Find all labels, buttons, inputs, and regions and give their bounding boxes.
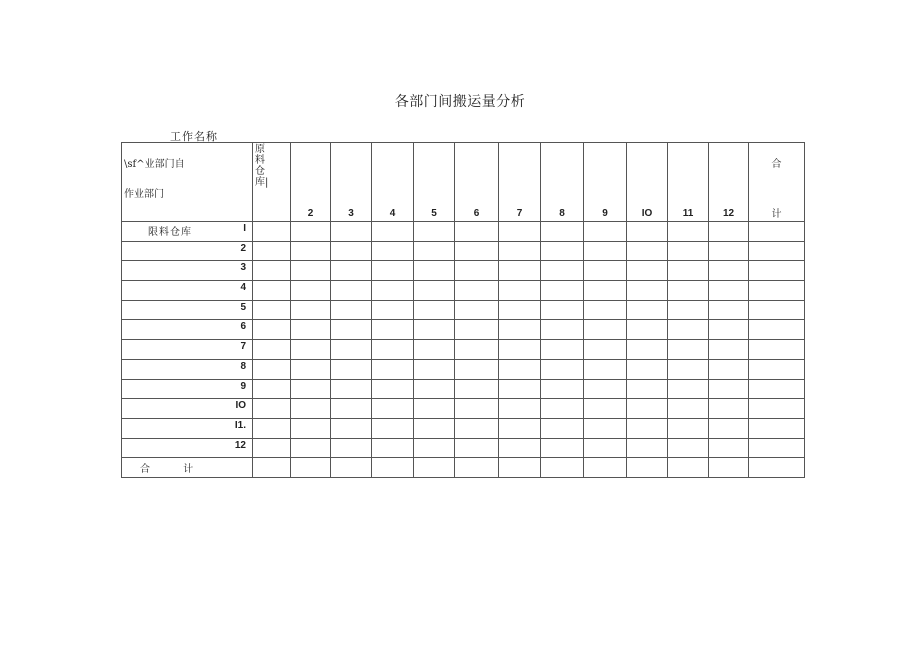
table-cell [584,379,627,399]
column-header-9: 9 [584,143,627,222]
table-cell [584,438,627,458]
table-cell [414,241,455,261]
table-cell [541,458,584,478]
table-cell [627,438,668,458]
table-cell [584,261,627,281]
table-cell [499,418,541,438]
table-cell [627,320,668,340]
table-cell [584,300,627,320]
table-cell [499,320,541,340]
table-cell [499,438,541,458]
table-cell [414,222,455,242]
table-cell [253,438,291,458]
table-cell [414,261,455,281]
table-cell [414,418,455,438]
table-cell [331,300,372,320]
row-number: 6 [240,321,246,333]
table-cell [372,438,414,458]
table-cell [372,241,414,261]
table-cell [709,438,749,458]
table-cell [541,379,584,399]
row-header-cell [122,320,253,340]
table-cell [627,300,668,320]
table-cell [627,222,668,242]
table-cell [584,281,627,301]
table-cell [749,300,805,320]
table-row [122,222,805,242]
column-header-3: 3 [331,143,372,222]
table-cell [541,340,584,360]
table-row [122,320,805,340]
table-cell [584,222,627,242]
corner-to-label: 作业部门 [124,189,164,200]
table-cell [668,300,709,320]
table-row [122,340,805,360]
table-cell [749,241,805,261]
row-number: I [243,223,246,234]
table-row [122,399,805,419]
row-header-cell [122,340,253,360]
row-header-cell [122,438,253,458]
table-cell [541,418,584,438]
row-number: 8 [240,360,246,372]
table-cell [499,359,541,379]
table-cell [584,458,627,478]
table-cell [709,222,749,242]
table-cell [584,399,627,419]
table-cell [455,438,499,458]
table-cell [668,359,709,379]
row-number: 4 [240,282,246,294]
row-label: 限料仓库 [148,227,192,238]
table-cell [291,418,331,438]
table-cell [414,340,455,360]
row-number: IO [235,400,246,412]
table-cell [749,399,805,419]
row-header-cell [122,241,253,261]
total-header-top: 合 [771,159,782,170]
table-cell [627,379,668,399]
table-cell [499,379,541,399]
total-column-header [749,143,805,222]
table-cell [541,300,584,320]
table-cell [455,418,499,438]
table-cell [627,340,668,360]
corner-from-label: \sf^业部门自 [124,159,185,170]
table-cell [331,438,372,458]
table-cell [541,281,584,301]
table-cell [372,300,414,320]
table-cell [541,261,584,281]
table-cell [749,340,805,360]
table-cell [499,399,541,419]
table-cell [499,340,541,360]
row-number: I1. [234,419,246,431]
column-header-2: 2 [291,143,331,222]
table-cell [668,241,709,261]
table-row [122,418,805,438]
table-cell [291,379,331,399]
table-cell [499,261,541,281]
table-cell [627,261,668,281]
table-cell [627,241,668,261]
table-cell [372,418,414,438]
column-header-4: 4 [372,143,414,222]
table-row [122,359,805,379]
table-cell [499,241,541,261]
table-cell [709,261,749,281]
table-cell [455,320,499,340]
column-header-12: 12 [709,143,749,222]
table-cell [749,418,805,438]
table-cell [331,359,372,379]
table-cell [372,320,414,340]
table-cell [414,320,455,340]
row-number: 3 [240,262,246,274]
table-cell [668,418,709,438]
table-cell [291,300,331,320]
table-cell [668,458,709,478]
table-cell [668,222,709,242]
table-cell [253,300,291,320]
row-header-cell [122,222,253,242]
table-cell [455,261,499,281]
table-cell [331,379,372,399]
table-cell [291,320,331,340]
table-cell [749,359,805,379]
table-cell [541,241,584,261]
table-cell [749,379,805,399]
row-header-cell [122,261,253,281]
table-cell [709,340,749,360]
table-cell [331,281,372,301]
table-cell [455,281,499,301]
corner-header-cell [122,143,253,222]
table-cell [455,300,499,320]
table-cell [414,399,455,419]
total-row [122,458,805,478]
table-cell [455,222,499,242]
table-row [122,281,805,301]
row-number: 12 [234,439,246,451]
table-cell [541,222,584,242]
table-cell [253,458,291,478]
table-cell [291,399,331,419]
table-cell [499,300,541,320]
table-row [122,379,805,399]
table-cell [455,379,499,399]
table-cell [709,320,749,340]
table-cell [627,281,668,301]
table-cell [414,438,455,458]
table-cell [253,261,291,281]
row-number: 7 [240,341,246,353]
table-cell [253,340,291,360]
table-cell [627,458,668,478]
table-cell [709,458,749,478]
table-cell [749,438,805,458]
table-cell [455,359,499,379]
page-title: 各部门间搬运量分析 [394,94,526,110]
table-cell [541,399,584,419]
table-cell [253,222,291,242]
table-cell [253,320,291,340]
table-cell [331,418,372,438]
row-header-cell [122,281,253,301]
raw-material-header-cell [253,143,291,222]
table-row [122,300,805,320]
header-row [122,143,805,222]
table-cell [627,399,668,419]
table-cell [253,379,291,399]
table-cell [331,241,372,261]
table-cell [668,379,709,399]
table-cell [455,241,499,261]
row-header-cell [122,359,253,379]
table-cell [372,458,414,478]
column-header-5: 5 [414,143,455,222]
table-cell [749,261,805,281]
table-cell [331,261,372,281]
table-cell [668,399,709,419]
table-row [122,241,805,261]
table-cell [668,340,709,360]
table-cell [253,241,291,261]
table-cell [253,281,291,301]
table-cell [709,241,749,261]
table-cell [584,320,627,340]
column-header-8: 8 [541,143,584,222]
column-header-IO: IO [627,143,668,222]
table-cell [668,261,709,281]
table-cell [668,281,709,301]
total-header-bottom: 计 [771,209,782,220]
table-cell [709,399,749,419]
row-number: 5 [240,301,246,313]
table-cell [499,281,541,301]
table-cell [455,399,499,419]
table-cell [414,300,455,320]
table-cell [253,359,291,379]
table-cell [331,320,372,340]
column-header-6: 6 [455,143,499,222]
table-cell [414,359,455,379]
table-cell [372,340,414,360]
raw-material-label: 原料仓库| [255,144,269,188]
table-cell [372,222,414,242]
table-cell [749,320,805,340]
table-cell [414,281,455,301]
table-cell [749,281,805,301]
table-cell [709,418,749,438]
table-cell [668,320,709,340]
table-cell [541,359,584,379]
table-cell [584,418,627,438]
table-cell [253,418,291,438]
table-cell [749,458,805,478]
table-cell [627,418,668,438]
table-cell [455,458,499,478]
row-header-cell [122,379,253,399]
column-header-7: 7 [499,143,541,222]
table-cell [709,379,749,399]
table-cell [253,399,291,419]
table-cell [372,261,414,281]
table-cell [414,458,455,478]
row-header-cell [122,418,253,438]
transport-volume-table [121,142,805,478]
table-cell [372,399,414,419]
row-number: 2 [240,242,246,254]
table-cell [414,379,455,399]
row-header-cell [122,300,253,320]
table-cell [291,359,331,379]
work-name-label: 工作名称 [170,130,218,143]
table-cell [668,438,709,458]
table-row [122,261,805,281]
table-cell [331,340,372,360]
table-row [122,438,805,458]
table-cell [291,241,331,261]
table-cell [372,379,414,399]
table-cell [541,438,584,458]
table-cell [331,399,372,419]
total-row-label: 合 计 [122,458,253,478]
column-header-11: 11 [668,143,709,222]
table-cell [584,241,627,261]
table-cell [709,281,749,301]
table-cell [584,359,627,379]
table-cell [372,281,414,301]
table-cell [709,300,749,320]
table-cell [499,222,541,242]
table-cell [499,458,541,478]
table-cell [541,320,584,340]
table-cell [291,340,331,360]
row-number: 9 [240,380,246,392]
table-cell [331,458,372,478]
table-cell [749,222,805,242]
table-cell [455,340,499,360]
table-cell [291,261,331,281]
table-cell [291,458,331,478]
table-cell [627,359,668,379]
table-cell [584,340,627,360]
table-cell [331,222,372,242]
table-cell [291,438,331,458]
table-cell [372,359,414,379]
table-cell [291,222,331,242]
table-cell [291,281,331,301]
row-header-cell [122,399,253,419]
table-cell [709,359,749,379]
